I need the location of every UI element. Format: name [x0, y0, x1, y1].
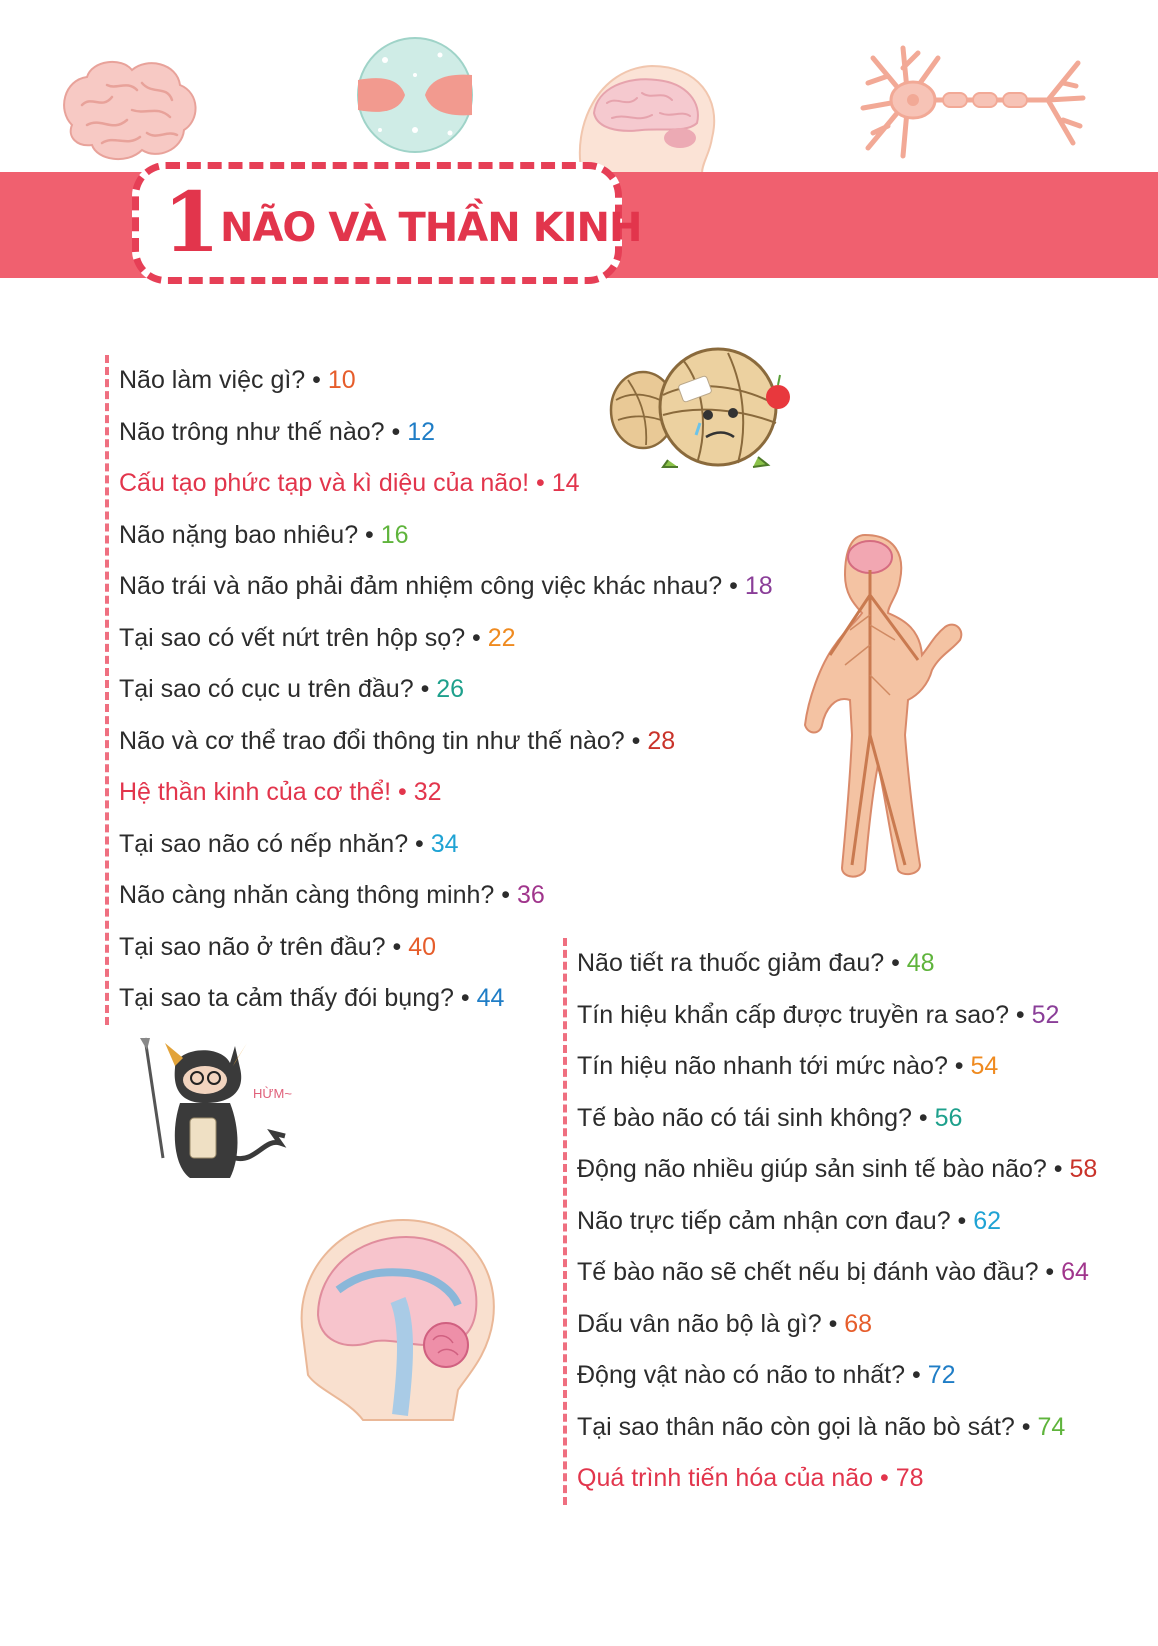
toc-item[interactable]: [577, 1144, 1097, 1196]
toc-item-title: Hệ thần kinh của cơ thể! •: [119, 778, 407, 806]
toc-item[interactable]: [577, 1402, 1097, 1454]
toc-item[interactable]: [577, 1453, 1097, 1505]
toc-item-title: Tại sao ta cảm thấy đói bụng? •: [119, 984, 470, 1012]
toc-item-page: 32: [413, 778, 442, 806]
toc-item-page: 40: [408, 932, 437, 961]
toc-item[interactable]: [119, 561, 773, 613]
toc-item[interactable]: [119, 664, 773, 716]
toc-item-page: 54: [970, 1052, 999, 1080]
toc-list-right: [563, 938, 1097, 1505]
toc-item-title: Tại sao có vết nứt trên hộp sọ? •: [119, 623, 481, 652]
brain-cross-section: [288, 1215, 503, 1420]
toc-item-page: 28: [647, 726, 676, 755]
toc-item-title: Cấu tạo phức tạp và kì diệu của não! •: [119, 469, 545, 497]
head-brain-icon: [572, 58, 722, 173]
neuron-icon: [848, 38, 1088, 166]
devil-character: [135, 1038, 305, 1188]
toc-item-title: Tín hiệu khẩn cấp được truyền ra sao? •: [577, 1000, 1025, 1029]
toc-item-title: Tế bào não sẽ chết nếu bị đánh vào đầu? •: [577, 1258, 1055, 1286]
toc-item-page: 34: [430, 829, 459, 858]
toc-item-title: Tại sao não ở trên đầu? •: [119, 932, 402, 961]
toc-item-title: Dấu vân não bộ là gì? •: [577, 1309, 838, 1338]
toc-item-title: Não trông như thế nào? •: [119, 417, 401, 446]
toc-item-page: 56: [934, 1103, 963, 1132]
toc-item-page: 14: [551, 469, 580, 497]
toc-item-title: Động não nhiều giúp sản sinh tế bào não? •: [577, 1155, 1063, 1183]
toc-item-title: Tín hiệu não nhanh tới mức nào? •: [577, 1052, 964, 1080]
toc-item[interactable]: [577, 938, 1097, 990]
toc-item-page: 18: [744, 572, 773, 600]
toc-item-title: Não trái và não phải đảm nhiệm công việc khác nhau? •: [119, 572, 738, 600]
toc-item-title: Quá trình tiến hóa của não •: [577, 1464, 889, 1492]
toc-item[interactable]: [119, 355, 773, 407]
toc-item[interactable]: [577, 1196, 1097, 1248]
toc-item-page: 26: [436, 675, 465, 703]
synapse-icon: [355, 35, 475, 155]
toc-item[interactable]: [119, 613, 773, 665]
toc-item-page: 62: [973, 1206, 1002, 1235]
toc-item[interactable]: [577, 1093, 1097, 1145]
toc-item-title: Tại sao não có nếp nhăn? •: [119, 829, 424, 858]
devil-speech: HỪM~: [253, 1086, 292, 1101]
toc-item-page: 74: [1037, 1412, 1066, 1441]
toc-item-title: Tại sao thân não còn gọi là não bò sát? •: [577, 1412, 1031, 1441]
toc-item-page: 16: [380, 520, 409, 549]
toc-item[interactable]: [119, 819, 773, 871]
toc-item-page: 58: [1069, 1155, 1098, 1183]
toc-item-title: Não trực tiếp cảm nhận cơn đau? •: [577, 1206, 967, 1235]
toc-item[interactable]: [119, 510, 773, 562]
toc-item-page: 44: [476, 984, 505, 1012]
toc-item-page: 36: [516, 881, 545, 909]
toc-item[interactable]: [119, 407, 773, 459]
brain-icon: [52, 55, 202, 170]
toc-item[interactable]: [577, 1247, 1097, 1299]
chapter-title: NÃO VÀ THẦN KINH: [220, 205, 642, 251]
toc-item-title: Tại sao có cục u trên đầu? •: [119, 675, 430, 703]
toc-item-page: 12: [407, 417, 436, 446]
toc-item-page: 10: [327, 366, 356, 394]
toc-item-page: 22: [487, 623, 516, 652]
toc-item-title: Não tiết ra thuốc giảm đau? •: [577, 949, 900, 977]
toc-item-page: 64: [1061, 1258, 1089, 1286]
toc-item-page: 68: [844, 1309, 873, 1338]
toc-item-page: 78: [895, 1464, 924, 1492]
toc-list-left: [105, 355, 773, 1025]
chapter-number: 1: [163, 175, 221, 271]
toc-item[interactable]: [119, 870, 773, 922]
toc-item-page: 48: [906, 949, 935, 977]
toc-item[interactable]: [577, 1299, 1097, 1351]
toc-item-title: Động vật nào có não to nhất? •: [577, 1361, 921, 1389]
toc-item[interactable]: [119, 716, 773, 768]
toc-item-title: Não nặng bao nhiêu? •: [119, 520, 374, 549]
nervous-system-figure: [790, 535, 970, 880]
toc-item[interactable]: [119, 458, 773, 510]
toc-item-page: 72: [927, 1361, 956, 1389]
toc-item-title: Não và cơ thể trao đổi thông tin như thế nào? •: [119, 726, 641, 755]
toc-item-title: Tế bào não có tái sinh không? •: [577, 1103, 928, 1132]
toc-item[interactable]: [577, 1350, 1097, 1402]
toc-item-title: Não càng nhăn càng thông minh? •: [119, 881, 510, 909]
toc-item-title: Não làm việc gì? •: [119, 366, 321, 394]
toc-item-page: 52: [1031, 1000, 1060, 1029]
toc-item[interactable]: [577, 1041, 1097, 1093]
toc-item[interactable]: [119, 767, 773, 819]
toc-item[interactable]: [577, 990, 1097, 1042]
